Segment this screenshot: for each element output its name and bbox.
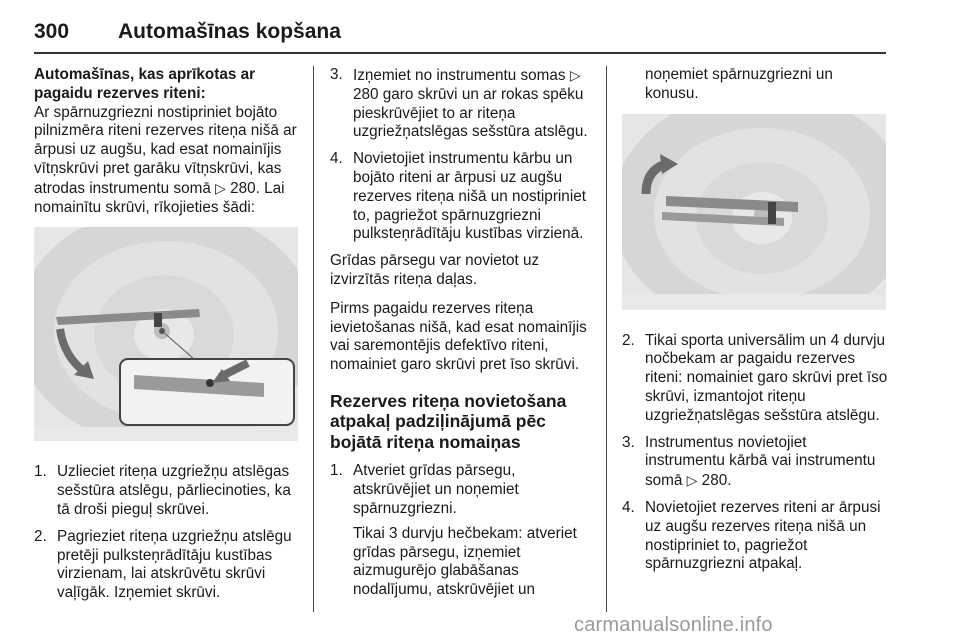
list-item: 2. Tikai sporta universālim un 4 durvju nočbekam ar pagaidu rezerves riteni: nomainiet garo skrūvi pret īso skrūvi, izmantojot riteņu uzgriežņatslēgas sešstūra atslēgu. bbox=[622, 331, 888, 424]
list-item: 3. Izņemiet no instrumentu somas ▷ 280 garo skrūvi un ar rokas spēku pieskrūvējiet to ar riteņa uzgriežņatslēgas sešstūra atslēgu. bbox=[330, 66, 588, 141]
column-divider bbox=[313, 66, 314, 612]
page-header bbox=[34, 10, 886, 50]
continued-paragraph: noņemiet spārnuzgriezni un konusu. bbox=[645, 66, 833, 102]
list-item: 4. Novietojiet rezerves riteni ar ārpusi uz augšu rezerves riteņa nišā un nostipriniet to, pagriežot spārnuzgriezni atpakaļ. bbox=[622, 498, 881, 573]
list-item: 4. Novietojiet instrumentu kārbu un bojāto riteni ar ārpusi uz augšu rezerves riteņa nišā un nostipriniet to, pagriežot spārnuzgriezni pulksteņrādītāju kustības virzienā. bbox=[330, 150, 586, 243]
steps-list-2 bbox=[330, 66, 592, 244]
list-item: 3. Instrumentus novietojiet instrumentu kārbā vai instrumentu somā ▷ 280. bbox=[622, 433, 876, 490]
floor-cover-drawing bbox=[622, 114, 886, 310]
sub-paragraph: Tikai 3 durvju hečbekam: atveriet grīdas pārsegu, izņemiet aizmugurējo glabāšanas nodalījumu, atskrūvējiet un bbox=[353, 524, 577, 599]
list-item: 1. Uzlieciet riteņa uzgriežņu atslēgas sešstūra atslēgu, pārliecinoties, ka tā droši pieguļ skrūvei. bbox=[34, 463, 291, 518]
page-ref-icon: ▷ bbox=[686, 472, 698, 489]
column-1 bbox=[34, 66, 298, 611]
list-item: 2. Pagrieziet riteņa uzgriežņu atslēgu pretēji pulksteņrādītāju kustības virzienam, lai atskrūvētu skrūvi vaļīgāk. Izņemiet skrūvi. bbox=[34, 527, 292, 602]
paragraph: Grīdas pārsegu var novietot uz izvirzītās riteņa daļas. bbox=[330, 252, 540, 288]
spare-wheel-drawing bbox=[34, 227, 298, 441]
page-ref-icon: ▷ bbox=[569, 67, 581, 83]
steps-list-1 bbox=[34, 463, 298, 603]
page-title: Automašīnas kopšana bbox=[118, 20, 341, 43]
spare-wheel-bolt-illustration bbox=[34, 227, 298, 441]
intro-heading: Automašīnas, kas aprīkotas ar pagaidu rezerves riteni: bbox=[34, 66, 256, 102]
header-divider bbox=[34, 52, 886, 54]
list-item: 1. Atveriet grīdas pārsegu, atskrūvējiet un noņemiet spārnuzgriezni. bbox=[330, 462, 519, 518]
section-heading: Rezerves riteņa novietošana atpakaļ padziļinājumā pēc bojātā riteņa nomaiņas bbox=[330, 390, 567, 452]
column-divider bbox=[606, 66, 607, 612]
page-ref-icon: ▷ bbox=[215, 179, 226, 196]
column-3 bbox=[622, 66, 888, 582]
paragraph: Pirms pagaidu rezerves riteņa ievietošanas nišā, kad esat nomainījis vai saremontējis defektīvo riteni, nomainiet garo skrūvi pret īso skrūvi. bbox=[330, 299, 587, 374]
column-2 bbox=[330, 66, 592, 610]
intro-paragraph: Ar spārnuzgriezni nostipriniet bojāto pilnizmēra riteni rezerves riteņa nišā ar ārpusi uz augšu, kad esat nomainījis vītņskrūvi pret garāku vītņskrūvi, kas atrodas instrumentu somā ▷ 280. Lai nomainītu skrūvi, rīkojieties šādi: bbox=[34, 103, 297, 216]
steps-list-3 bbox=[330, 462, 592, 518]
floor-cover-illustration bbox=[622, 114, 886, 310]
watermark: carmanualsonline.info bbox=[574, 614, 773, 636]
page-number: 300 bbox=[34, 20, 70, 43]
steps-list-4 bbox=[622, 332, 888, 575]
